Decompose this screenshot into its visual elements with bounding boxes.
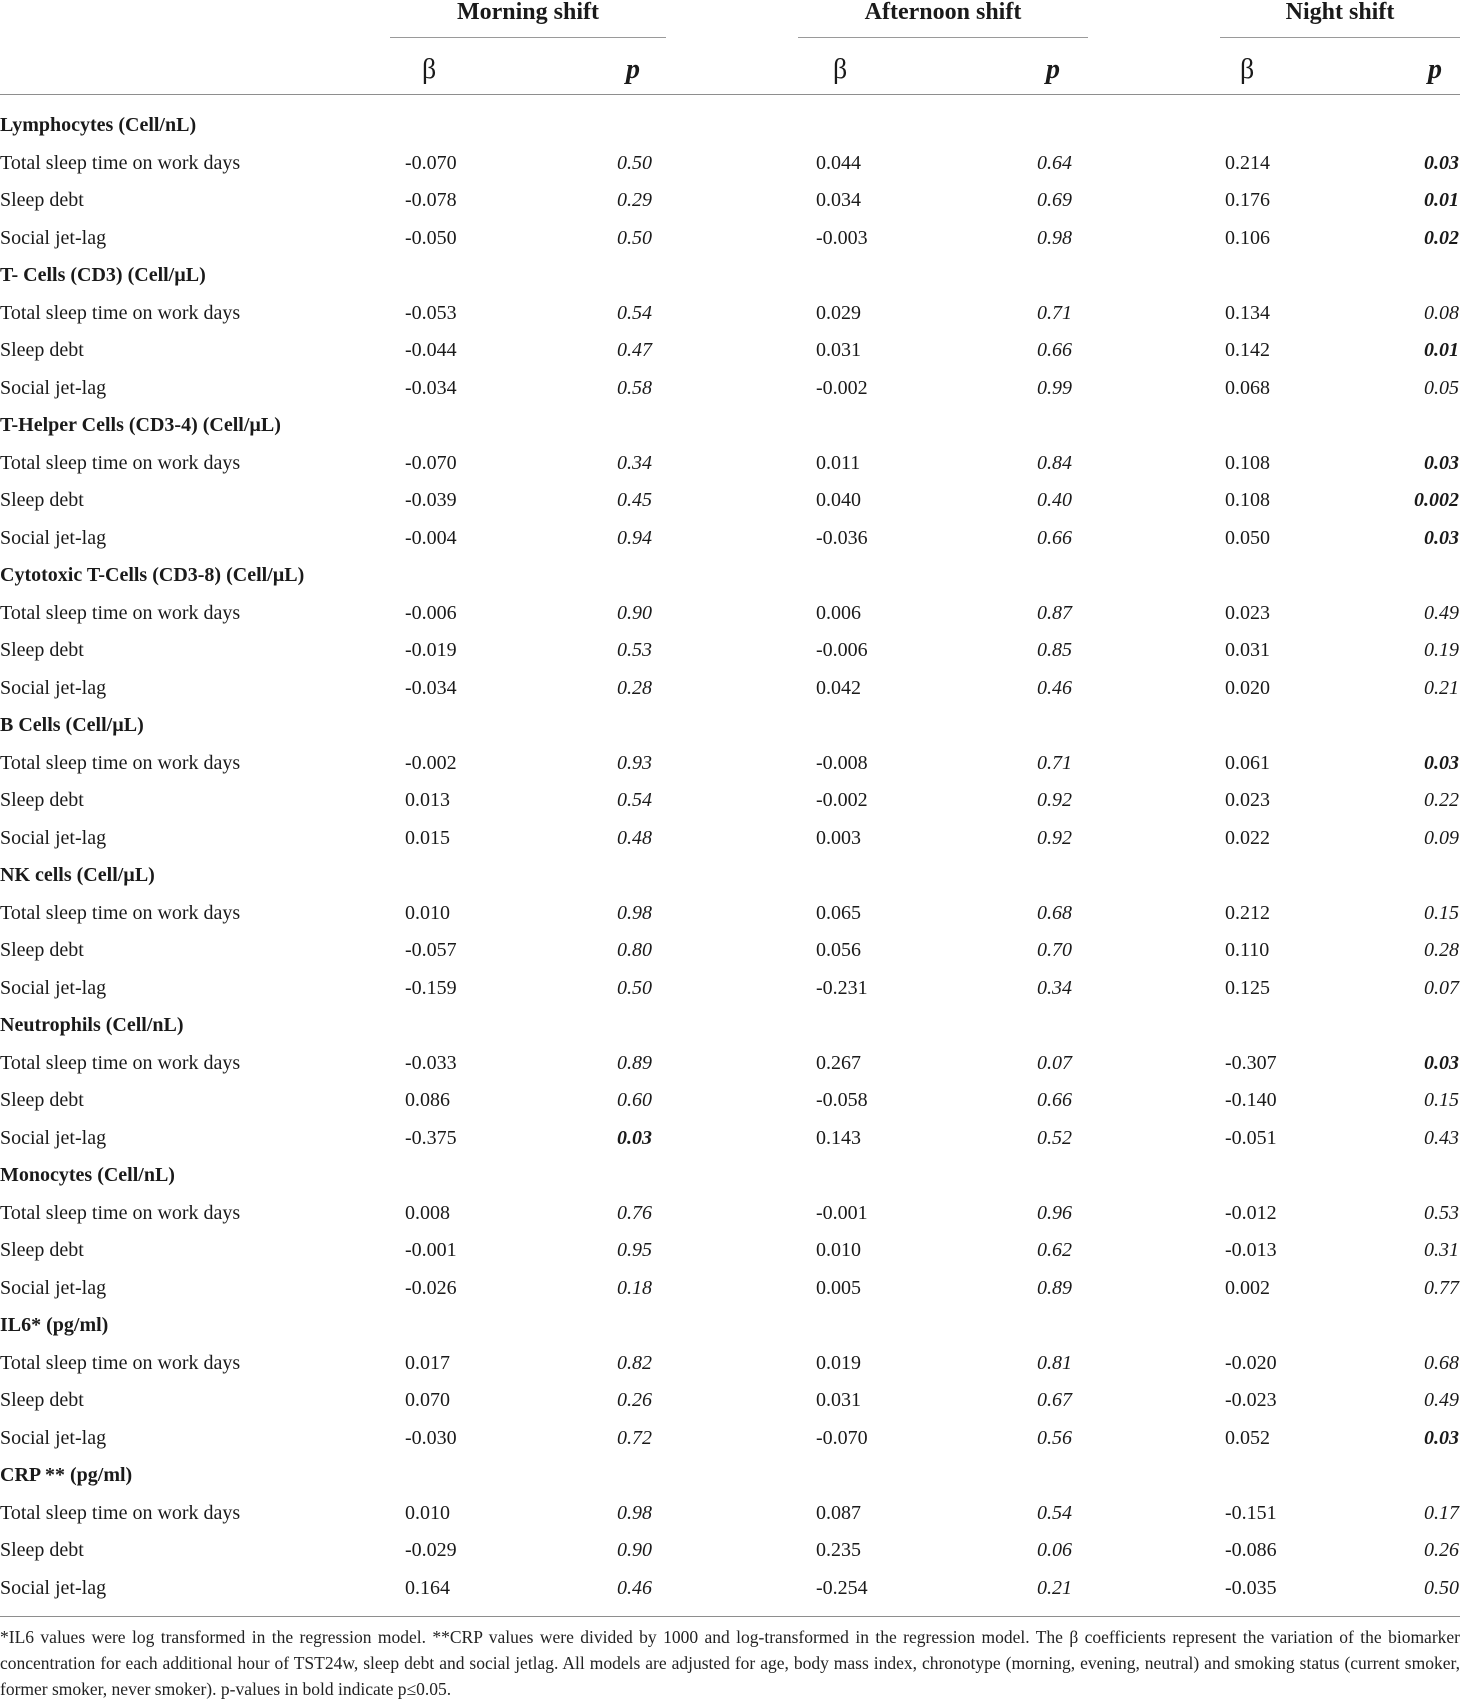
cell-night-beta: -0.035 [1225,1576,1277,1599]
cell-night-p: 0.05 [1424,376,1459,399]
cell-afternoon-beta: 0.040 [816,489,861,511]
cell-morning-beta: 0.070 [405,1389,450,1411]
cell-afternoon-p: 0.81 [1037,1351,1072,1374]
cell-morning-p: 0.28 [617,676,652,699]
cell-night-beta: 0.020 [1225,676,1270,699]
cell-afternoon-beta: 0.044 [816,151,861,174]
cell-afternoon-p: 0.62 [1037,1239,1072,1261]
row-label: Total sleep time on work days [0,901,241,924]
cell-night-p: 0.53 [1424,1201,1459,1224]
cell-night-beta: 0.022 [1225,826,1270,849]
group-label: Lymphocytes (Cell/nL) [0,114,197,136]
row-label: Social jet-lag [0,676,107,699]
group-header-row [0,407,1460,445]
group-header-row [0,857,1460,895]
table-row [0,1420,1460,1458]
row-label: Social jet-lag [0,1126,107,1149]
cell-night-p: 0.17 [1424,1501,1459,1524]
cell-afternoon-beta: -0.006 [816,639,868,661]
cell-afternoon-beta: 0.011 [816,451,861,474]
cell-afternoon-beta: 0.019 [816,1351,861,1374]
cell-afternoon-p: 0.06 [1037,1539,1072,1561]
row-label: Sleep debt [0,1089,84,1111]
cell-night-beta: 0.031 [1225,639,1270,661]
table-row [0,1270,1460,1308]
cell-night-p: 0.21 [1424,676,1459,699]
cell-morning-beta: 0.086 [405,1089,450,1111]
cell-afternoon-p: 0.52 [1037,1126,1072,1149]
cell-night-p: 0.03 [1424,1051,1459,1074]
cell-afternoon-p: 0.98 [1037,226,1072,249]
cell-morning-beta: -0.044 [405,339,457,361]
cell-night-beta: -0.051 [1225,1126,1277,1149]
cell-afternoon-p: 0.92 [1037,826,1072,849]
cell-night-beta: 0.061 [1225,751,1270,774]
cell-morning-p: 0.45 [617,489,652,511]
row-label: Total sleep time on work days [0,1201,241,1224]
cell-morning-beta: -0.053 [405,301,457,324]
group-header-row [0,257,1460,295]
row-label: Social jet-lag [0,1426,107,1449]
table-row [0,370,1460,408]
row-label: Sleep debt [0,339,84,361]
cell-night-p: 0.26 [1424,1539,1459,1561]
cell-night-beta: 0.052 [1225,1426,1270,1449]
cell-night-p: 0.01 [1424,189,1459,211]
row-label: Sleep debt [0,789,84,811]
cell-afternoon-p: 0.71 [1037,751,1072,774]
cell-afternoon-beta: -0.002 [816,376,868,399]
cell-morning-beta: -0.029 [405,1539,457,1561]
cell-morning-p: 0.26 [617,1389,652,1411]
cell-morning-p: 0.82 [617,1351,652,1374]
cell-afternoon-beta: 0.010 [816,1239,861,1261]
table-row [0,145,1460,183]
cell-night-p: 0.22 [1424,789,1459,811]
row-label: Total sleep time on work days [0,301,241,324]
cell-morning-beta: -0.004 [405,526,457,549]
table-row [0,445,1460,483]
header-night-underline [1220,37,1460,38]
table-row [0,1532,1460,1570]
cell-afternoon-beta: -0.254 [816,1576,868,1599]
cell-morning-p: 0.58 [617,376,652,399]
cell-morning-beta: -0.159 [405,976,457,999]
cell-night-beta: -0.012 [1225,1201,1277,1224]
cell-afternoon-p: 0.64 [1037,151,1072,174]
cell-night-p: 0.01 [1424,339,1459,361]
header-night-shift: Night shift [1285,0,1395,25]
row-label: Total sleep time on work days [0,751,241,774]
cell-night-p: 0.08 [1424,301,1459,324]
cell-afternoon-beta: 0.034 [816,189,861,211]
row-label: Total sleep time on work days [0,1351,241,1374]
cell-morning-p: 0.50 [617,976,652,999]
cell-night-p: 0.07 [1424,976,1459,999]
group-label: T-Helper Cells (CD3-4) (Cell/µL) [0,414,281,436]
group-label: T- Cells (CD3) (Cell/µL) [0,264,206,286]
row-label: Sleep debt [0,189,84,211]
cell-afternoon-beta: -0.008 [816,751,868,774]
cell-night-beta: -0.307 [1225,1051,1277,1074]
cell-night-p: 0.15 [1424,1089,1459,1111]
cell-morning-p: 0.98 [617,1501,652,1524]
cell-morning-beta: 0.013 [405,789,450,811]
cell-afternoon-beta: 0.031 [816,339,861,361]
cell-night-beta: 0.050 [1225,526,1270,549]
cell-morning-beta: 0.010 [405,901,450,924]
cell-afternoon-p: 0.99 [1037,376,1072,399]
row-label: Sleep debt [0,489,84,511]
table-bottom-rule [0,1616,1460,1617]
cell-morning-beta: -0.034 [405,676,457,699]
cell-night-beta: -0.023 [1225,1389,1277,1411]
group-label: NK cells (Cell/µL) [0,864,155,886]
cell-afternoon-beta: -0.001 [816,1201,868,1224]
cell-morning-p: 0.93 [617,751,652,774]
cell-morning-beta: -0.030 [405,1426,457,1449]
cell-morning-beta: -0.057 [405,939,457,961]
subheader-afternoon-p: p [1046,54,1060,85]
subheader-night-p: p [1428,54,1442,85]
cell-night-p: 0.19 [1424,639,1459,661]
group-header-row [0,1457,1460,1495]
table-row [0,595,1460,633]
group-header-row [0,707,1460,745]
table-row [0,482,1460,520]
cell-afternoon-beta: 0.056 [816,939,861,961]
cell-night-beta: 0.125 [1225,976,1270,999]
table-row [0,220,1460,258]
table-row [0,970,1460,1008]
group-header-row [0,1307,1460,1345]
group-label: Cytotoxic T-Cells (CD3-8) (Cell/µL) [0,564,305,586]
group-header-row [0,1007,1460,1045]
cell-afternoon-beta: 0.235 [816,1539,861,1561]
row-label: Social jet-lag [0,1276,107,1299]
cell-morning-p: 0.80 [617,939,652,961]
cell-night-beta: 0.106 [1225,226,1270,249]
cell-morning-beta: -0.033 [405,1051,457,1074]
row-label: Total sleep time on work days [0,1501,241,1524]
header-morning-shift: Morning shift [456,0,599,25]
subheader-morning-p: p [626,54,640,85]
header-morning-underline [390,37,666,38]
table-row [0,295,1460,333]
cell-afternoon-p: 0.87 [1037,601,1072,624]
cell-morning-beta: -0.026 [405,1276,457,1299]
table-body [0,107,1460,1607]
group-header-row [0,1157,1460,1195]
row-label: Social jet-lag [0,976,107,999]
cell-afternoon-p: 0.68 [1037,901,1072,924]
cell-night-beta: -0.013 [1225,1239,1277,1261]
row-label: Total sleep time on work days [0,601,241,624]
table-row [0,182,1460,220]
cell-morning-p: 0.90 [617,601,652,624]
table-row [0,1495,1460,1533]
group-label: IL6* (pg/ml) [0,1314,109,1336]
cell-morning-p: 0.89 [617,1051,652,1074]
cell-night-beta: 0.176 [1225,189,1270,211]
row-label: Social jet-lag [0,376,107,399]
row-label: Total sleep time on work days [0,451,241,474]
cell-afternoon-p: 0.85 [1037,639,1072,661]
cell-afternoon-p: 0.21 [1037,1576,1072,1599]
group-header-row [0,107,1460,145]
cell-afternoon-beta: 0.143 [816,1126,861,1149]
table-row [0,520,1460,558]
cell-morning-beta: -0.070 [405,451,457,474]
table-row [0,1195,1460,1233]
cell-afternoon-p: 0.92 [1037,789,1072,811]
cell-night-p: 0.09 [1424,826,1459,849]
table-row [0,745,1460,783]
cell-morning-beta: -0.019 [405,639,457,661]
cell-morning-p: 0.76 [617,1201,652,1224]
cell-night-beta: 0.142 [1225,339,1270,361]
row-label: Social jet-lag [0,826,107,849]
subheader-night-beta: β [1240,54,1255,85]
cell-morning-beta: -0.375 [405,1126,457,1149]
cell-afternoon-p: 0.66 [1037,339,1072,361]
cell-afternoon-p: 0.84 [1037,451,1072,474]
subheader-afternoon-beta: β [833,54,848,85]
row-label: Social jet-lag [0,1576,107,1599]
cell-night-beta: -0.151 [1225,1501,1277,1524]
cell-afternoon-p: 0.07 [1037,1051,1072,1074]
cell-afternoon-beta: -0.070 [816,1426,868,1449]
row-label: Social jet-lag [0,226,107,249]
cell-afternoon-p: 0.70 [1037,939,1072,961]
cell-afternoon-beta: 0.005 [816,1276,861,1299]
header-afternoon-shift: Afternoon shift [864,0,1022,25]
cell-morning-p: 0.53 [617,639,652,661]
table-row [0,1570,1460,1608]
cell-morning-beta: 0.015 [405,826,450,849]
cell-night-p: 0.49 [1424,1389,1459,1411]
row-label: Sleep debt [0,1239,84,1261]
table-row [0,820,1460,858]
row-label: Total sleep time on work days [0,151,241,174]
table-row [0,895,1460,933]
cell-afternoon-beta: -0.003 [816,226,868,249]
cell-afternoon-p: 0.96 [1037,1201,1072,1224]
cell-afternoon-p: 0.89 [1037,1276,1072,1299]
cell-night-p: 0.50 [1424,1576,1459,1599]
cell-afternoon-p: 0.67 [1037,1389,1072,1411]
header-afternoon-underline [798,37,1088,38]
cell-morning-beta: -0.050 [405,226,457,249]
cell-afternoon-beta: 0.065 [816,901,861,924]
group-label: Neutrophils (Cell/nL) [0,1014,184,1036]
cell-night-beta: -0.020 [1225,1351,1277,1374]
cell-morning-p: 0.72 [617,1426,652,1449]
cell-morning-p: 0.50 [617,226,652,249]
cell-night-beta: 0.002 [1225,1276,1270,1299]
cell-night-p: 0.31 [1424,1239,1459,1261]
table-row [0,632,1460,670]
cell-afternoon-beta: 0.042 [816,676,861,699]
cell-night-p: 0.15 [1424,901,1459,924]
cell-morning-p: 0.50 [617,151,652,174]
cell-afternoon-beta: 0.006 [816,601,861,624]
cell-afternoon-p: 0.69 [1037,189,1072,211]
cell-afternoon-beta: 0.087 [816,1501,861,1524]
row-label: Social jet-lag [0,526,107,549]
cell-night-beta: 0.023 [1225,789,1270,811]
table-row [0,1120,1460,1158]
cell-morning-p: 0.34 [617,451,652,474]
cell-afternoon-p: 0.40 [1037,489,1072,511]
table-row [0,1045,1460,1083]
cell-morning-p: 0.03 [617,1126,652,1149]
cell-night-p: 0.49 [1424,601,1459,624]
cell-afternoon-beta: 0.267 [816,1051,861,1074]
cell-morning-beta: 0.164 [405,1576,450,1599]
cell-morning-beta: 0.010 [405,1501,450,1524]
cell-night-p: 0.77 [1424,1276,1459,1299]
cell-night-p: 0.03 [1424,1426,1459,1449]
cell-morning-p: 0.98 [617,901,652,924]
cell-night-p: 0.02 [1424,226,1459,249]
cell-morning-beta: -0.034 [405,376,457,399]
row-label: Total sleep time on work days [0,1051,241,1074]
cell-morning-p: 0.90 [617,1539,652,1561]
cell-night-p: 0.03 [1424,751,1459,774]
header-bottom-rule [0,94,1460,95]
table-row [0,1232,1460,1270]
table-row [0,1345,1460,1383]
cell-morning-beta: -0.070 [405,151,457,174]
cell-morning-p: 0.29 [617,189,652,211]
cell-morning-p: 0.54 [617,789,652,811]
subheader-morning-beta: β [422,54,437,85]
cell-afternoon-beta: -0.036 [816,526,868,549]
cell-night-p: 0.43 [1424,1126,1459,1149]
cell-night-beta: 0.108 [1225,451,1270,474]
table-row [0,1082,1460,1120]
cell-night-beta: 0.134 [1225,301,1270,324]
cell-morning-p: 0.54 [617,301,652,324]
cell-night-p: 0.68 [1424,1351,1459,1374]
table-row [0,670,1460,708]
cell-night-beta: 0.023 [1225,601,1270,624]
group-label: B Cells (Cell/µL) [0,714,144,736]
cell-morning-beta: -0.039 [405,489,457,511]
group-label: CRP ** (pg/ml) [0,1464,133,1486]
cell-morning-beta: -0.001 [405,1239,457,1261]
cell-night-p: 0.28 [1424,939,1459,961]
row-label: Sleep debt [0,1389,84,1411]
cell-night-beta: -0.086 [1225,1539,1277,1561]
cell-morning-beta: -0.078 [405,189,457,211]
cell-afternoon-beta: -0.002 [816,789,868,811]
cell-afternoon-beta: -0.058 [816,1089,868,1111]
cell-afternoon-p: 0.34 [1037,976,1072,999]
cell-afternoon-p: 0.54 [1037,1501,1072,1524]
cell-morning-beta: 0.017 [405,1351,450,1374]
cell-night-beta: -0.140 [1225,1089,1277,1111]
cell-afternoon-beta: -0.231 [816,976,868,999]
row-label: Sleep debt [0,639,84,661]
cell-afternoon-p: 0.56 [1037,1426,1072,1449]
cell-morning-p: 0.95 [617,1239,652,1261]
cell-morning-p: 0.60 [617,1089,652,1111]
cell-night-p: 0.03 [1424,451,1459,474]
cell-night-beta: 0.068 [1225,376,1270,399]
row-label: Sleep debt [0,1539,84,1561]
cell-afternoon-p: 0.66 [1037,526,1072,549]
cell-afternoon-p: 0.71 [1037,301,1072,324]
table-footnote: *IL6 values were log transformed in the regression model. **CRP values were divided by 1000 and log-transformed in the regression model. The β coefficients represent the variation of the biomarker concentration for each additional hour of TST24w, sleep debt and social jetlag. All models are adjusted for age, body mass index, chronotype (morning, evening, neutral) and smoking status (current smoker, former smoker, never smoker). p-values in bold indicate p≤0.05. [0,1627,1460,1699]
row-label: Sleep debt [0,939,84,961]
cell-morning-p: 0.94 [617,526,652,549]
cell-night-p: 0.002 [1414,489,1459,511]
cell-morning-p: 0.47 [617,339,652,361]
cell-afternoon-p: 0.46 [1037,676,1072,699]
group-header-row [0,557,1460,595]
cell-night-beta: 0.212 [1225,901,1270,924]
table-row [0,932,1460,970]
cell-night-p: 0.03 [1424,526,1459,549]
table-row [0,332,1460,370]
cell-night-beta: 0.110 [1225,939,1270,961]
cell-night-beta: 0.108 [1225,489,1270,511]
cell-afternoon-beta: 0.029 [816,301,861,324]
cell-afternoon-beta: 0.003 [816,826,861,849]
cell-morning-beta: -0.006 [405,601,457,624]
cell-morning-p: 0.48 [617,826,652,849]
cell-night-p: 0.03 [1424,151,1459,174]
cell-morning-p: 0.18 [617,1276,652,1299]
cell-afternoon-p: 0.66 [1037,1089,1072,1111]
table-row [0,782,1460,820]
group-label: Monocytes (Cell/nL) [0,1164,175,1186]
cell-night-beta: 0.214 [1225,151,1270,174]
cell-morning-beta: 0.008 [405,1201,450,1224]
table-row [0,1382,1460,1420]
cell-morning-p: 0.46 [617,1576,652,1599]
cell-afternoon-beta: 0.031 [816,1389,861,1411]
cell-morning-beta: -0.002 [405,751,457,774]
